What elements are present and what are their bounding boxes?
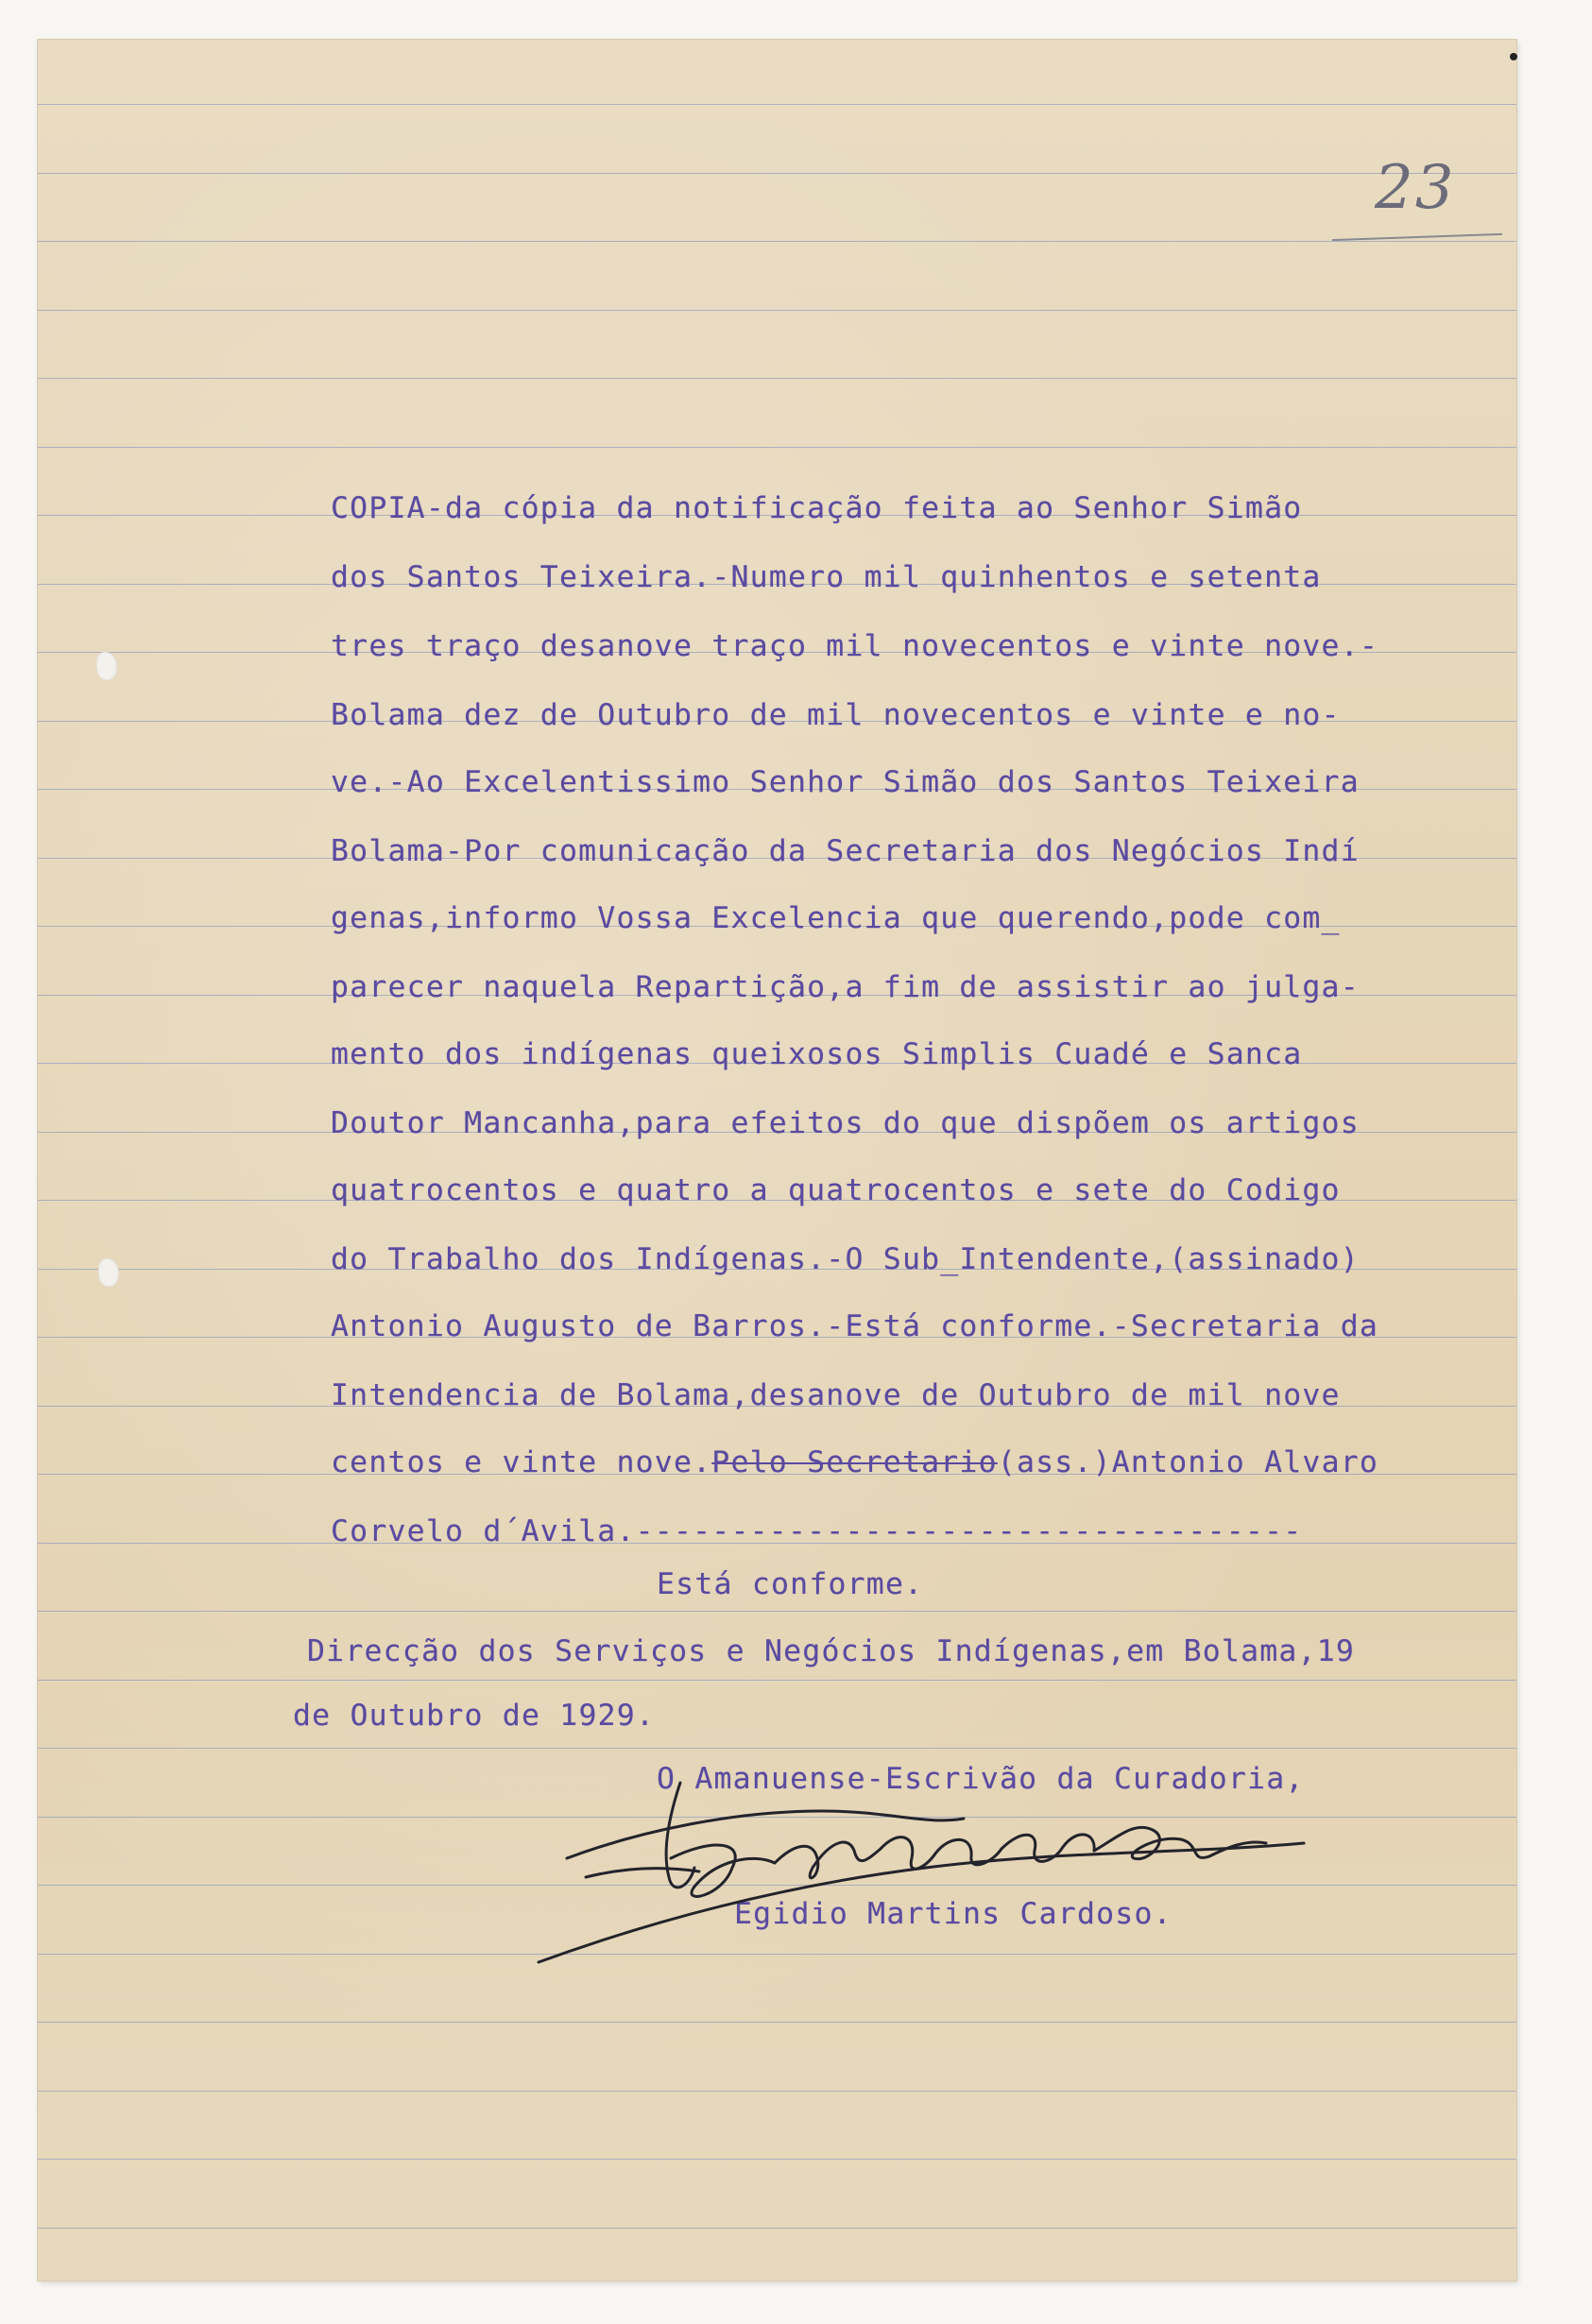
body-line: tres traço desanove traço mil novecentos e vinte nove.- [331, 629, 1379, 663]
ruled-line [38, 2159, 1516, 2160]
handwritten-signature [529, 1745, 1379, 1972]
body-line: mento dos indígenas queixosos Simplis Cuadé e Sanca [331, 1037, 1303, 1071]
esta-conforme: Está conforme. [657, 1567, 924, 1601]
page-number: 23 [1375, 153, 1456, 223]
body-line: Doutor Mancanha,para efeitos do que dispõem os artigos [331, 1106, 1360, 1140]
body-line: Bolama-Por comunicação da Secretaria dos Negócios Indí [331, 834, 1360, 868]
punch-hole-upper [96, 652, 117, 680]
struck-text: Pelo Secretario [711, 1445, 998, 1479]
body-line: Antonio Augusto de Barros.-Está conforme.-Secretaria da [331, 1309, 1379, 1343]
document-sheet [38, 40, 1516, 2281]
body-line: Intendencia de Bolama,desanove de Outubro de mil nove [331, 1378, 1341, 1412]
ruled-line [38, 1680, 1516, 1681]
body-line: Bolama dez de Outubro de mil novecentos e vinte e no- [331, 698, 1341, 732]
ruled-line [38, 2022, 1516, 2023]
ruled-line [38, 2228, 1516, 2229]
body-text [331, 40, 1408, 1548]
ruled-line [38, 1611, 1516, 1612]
signatory-name: Egidio Martins Cardoso. [734, 1897, 1173, 1931]
ink-dot [1510, 53, 1517, 60]
body-line: genas,informo Vossa Excelencia que querendo,pode com_ [331, 901, 1341, 935]
signatory-title: O Amanuense-Escrivão da Curadoria, [657, 1762, 1305, 1796]
direccao-line-1: Direcção dos Serviços e Negócios Indígenas,em Bolama,19 [307, 1634, 1356, 1668]
body-line-16: Corvelo d´Avila.----------------------------------- [331, 1514, 1303, 1548]
body-line: do Trabalho dos Indígenas.-O Sub_Intendente,(assinado) [331, 1242, 1360, 1276]
body-line: dos Santos Teixeira.-Numero mil quinhentos e setenta [331, 560, 1322, 594]
ruled-line [38, 2091, 1516, 2092]
body-line: parecer naquela Repartição,a fim de assistir ao julga- [331, 970, 1360, 1004]
body-line: COPIA-da cópia da notificação feita ao Senhor Simão [331, 491, 1303, 525]
line-15-after: (ass.)Antonio Alvaro [997, 1445, 1379, 1479]
punch-hole-lower [98, 1258, 119, 1287]
line-15-before: centos e vinte nove. [331, 1445, 712, 1479]
body-line: quatrocentos e quatro a quatrocentos e sete do Codigo [331, 1173, 1341, 1207]
body-line: ve.-Ao Excelentissimo Senhor Simão dos Santos Teixeira [331, 765, 1360, 799]
direccao-line-2: de Outubro de 1929. [293, 1699, 656, 1733]
body-line-15 [331, 1445, 1378, 1479]
